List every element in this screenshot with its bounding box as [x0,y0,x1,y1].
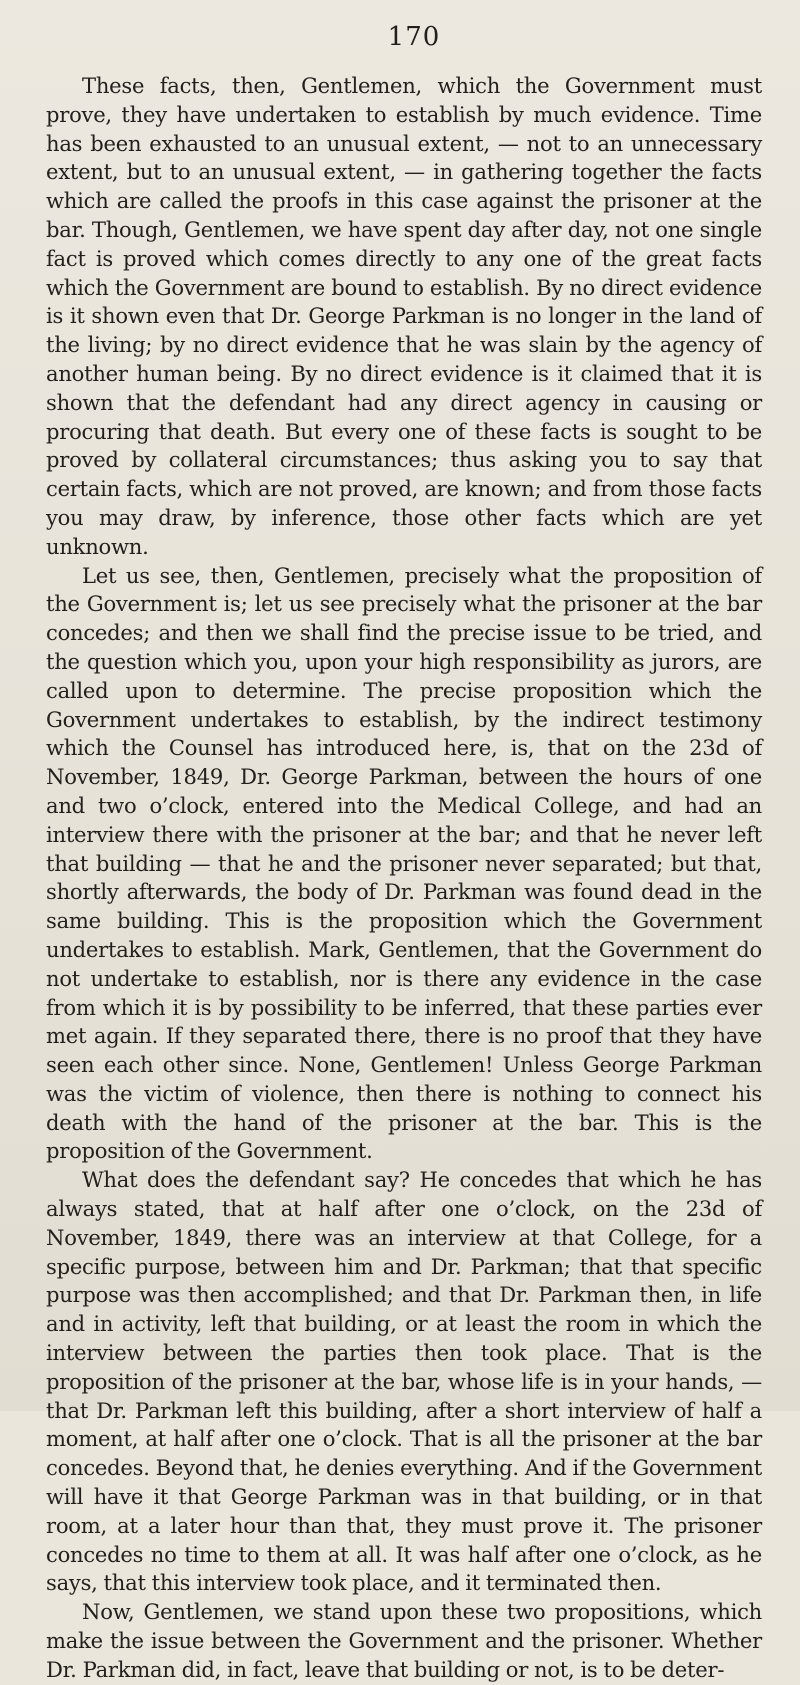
paragraph-two-propositions: Now, Gentlemen, we stand upon these two propositions, which make the issue between the Government and the prisoner. Whether Dr. Parkman did, in fact, leave that building or not, is to be deter- [46,1599,762,1682]
paragraph-defendant-concedes: What does the defendant say? He concedes that which he has always stated, that at half after one o’clock, on the 23d of November, 1849, there was an interview at that College, for a specific purpose, between him and Dr. Parkman; that that specific purpose was then accomplished; and that Dr. Parkman then, in life and in activity, left that building, or at least the room in which the interview between the parties then took place. That is the proposition of the prisoner at the bar, whose life is in your hands, — that Dr. Parkman left this building, after a short interview of half a moment, at half after one o’clock. That is all the prisoner at the bar concedes. Beyond that, he denies everything. And if the Government will have it that George Parkman was in that building, or in that room, at a later hour than that, they must prove it. The prisoner concedes no time to them at all. It was half after one o’clock, as he says, that this interview took place, and it terminated then. [46,1167,762,1596]
paragraph-government-must-prove: These facts, then, Gentlemen, which the Government must prove, they have undertaken to establish by much evidence. Time has been exhausted to an unusual extent, — not to an unnecessary extent, but to an unusual extent, — in gathering together the facts which are called the proofs in this case against the prisoner at the bar. Though, Gentlemen, we have spent day after day, not one single fact is proved which comes directly to any one of the great facts which the Government are bound to establish. By no direct evidence is it shown even that Dr. George Parkman is no longer in the land of the living; by no direct evidence that he was slain by the agency of another human being. By no direct evidence is it claimed that it is shown that the defendant had any direct agency in causing or procuring that death. But every one of these facts is sought to be proved by collateral circumstances; thus asking you to say that certain facts, which are not proved, are known; and from those facts you may draw, by inference, those other facts which are yet unknown. [46,73,762,559]
paragraph-proposition-of-government: Let us see, then, Gentlemen, precisely what the proposition of the Government is; let us see precisely what the prisoner at the bar concedes; and then we shall find the precise issue to be tried, and the question which you, upon your high responsibility as jurors, are called upon to determine. The precise proposition which the Government undertakes to establish, by the indirect testimony which the Counsel has introduced here, is, that on the 23d of November, 1849, Dr. George Parkman, between the hours of one and two o’clock, entered into the Medical College, and had an interview there with the prisoner at the bar; and that he never left that building — that he and the prisoner never separated; but that, shortly afterwards, the body of Dr. Parkman was found dead in the same building. This is the proposition which the Government undertakes to establish. Mark, Gentlemen, that the Government do not undertake to establish, nor is there any evidence in the case from which it is by possibility to be inferred, that these parties ever met again. If they separated there, there is no proof that they have seen each other since. None, Gentlemen! Unless George Parkman was the victim of violence, then there is nothing to connect his death with the hand of the prisoner at the bar. This is the proposition of the Government. [46,562,762,1164]
page-number: 170 [387,22,441,52]
